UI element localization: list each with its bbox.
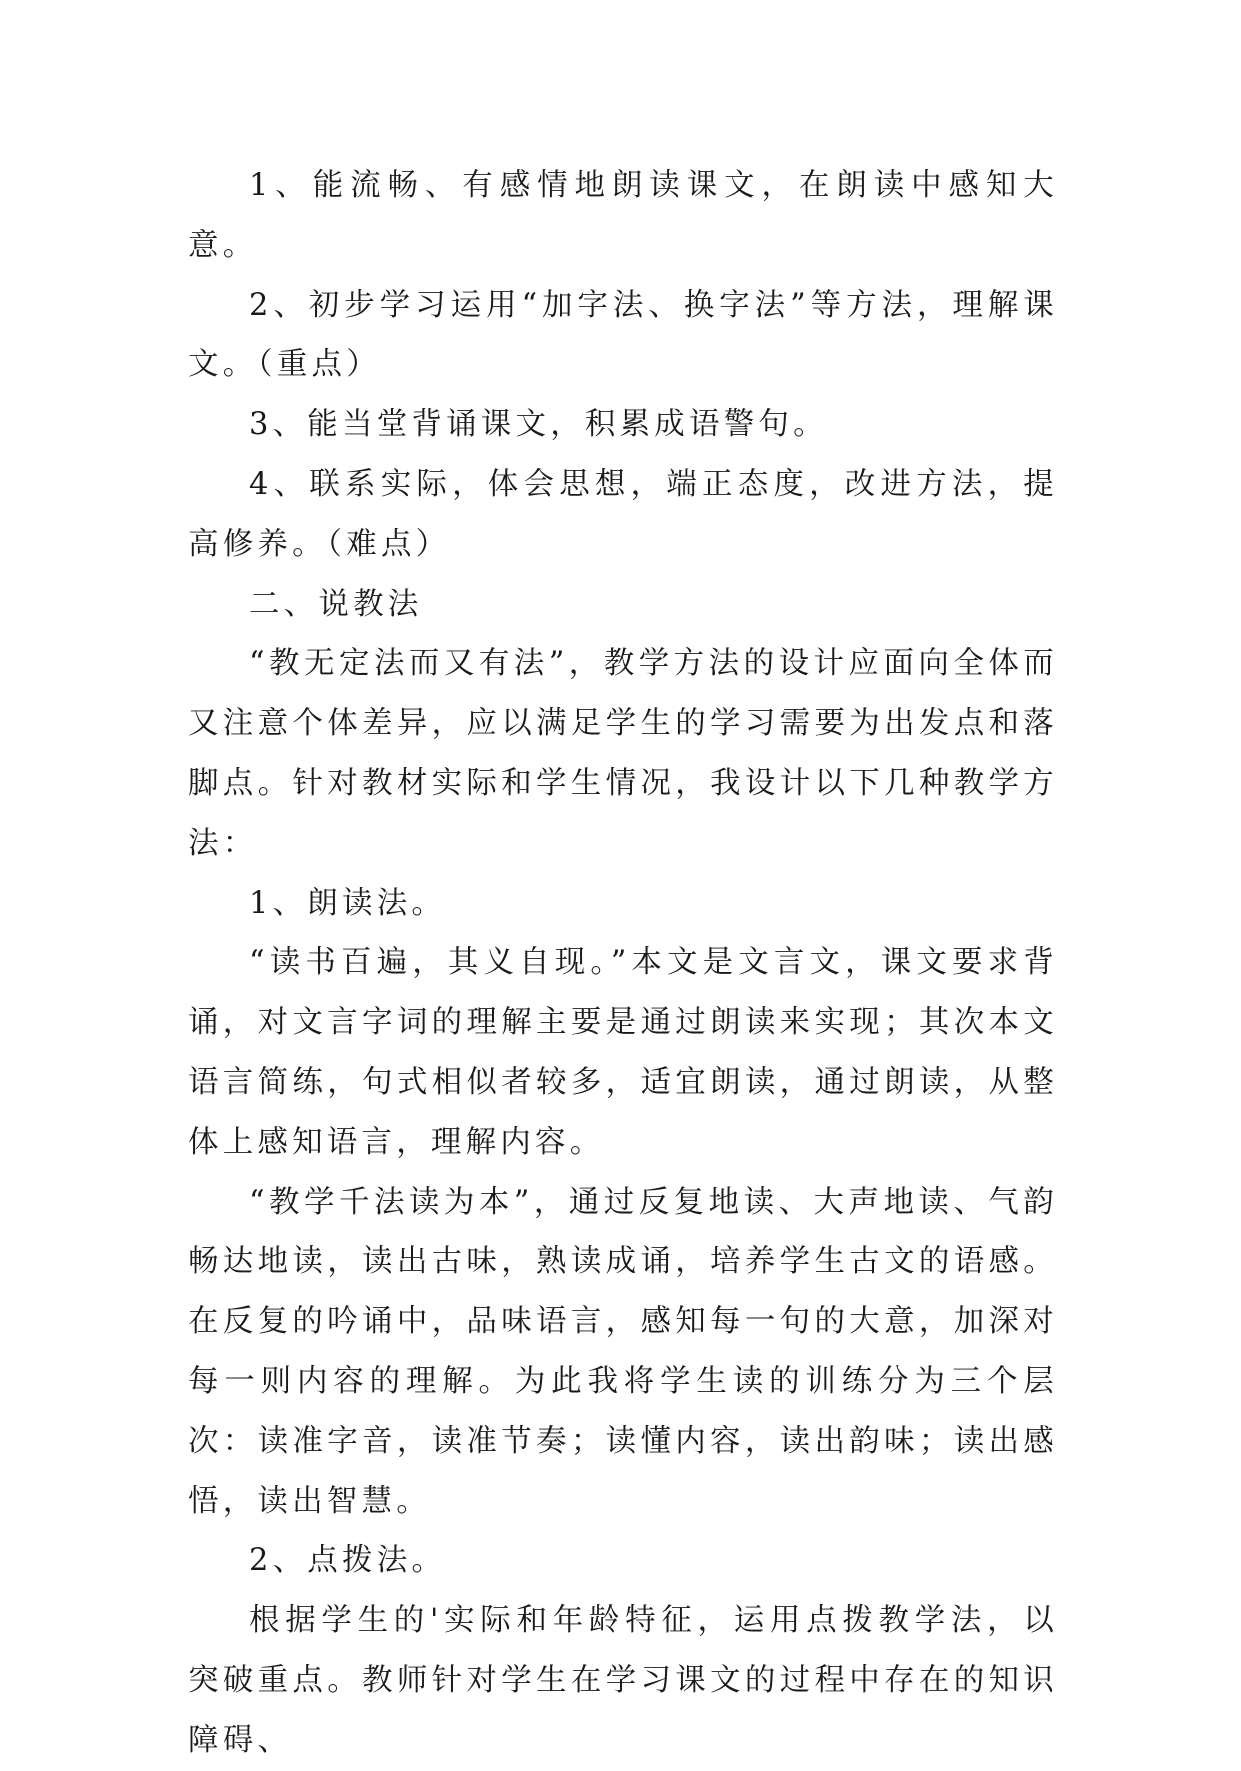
objective-2-paragraph: 2、初步学习运用“加字法、换字法”等方法，理解课文。（重点） <box>188 287 1058 383</box>
section-heading-teaching-method: 二、说教法 <box>249 586 423 622</box>
method-2-heading: 2、点拨法。 <box>249 1543 447 1579</box>
reading-method-paragraph-1: “读书百遍，其义自现。”本文是文言文，课文要求背诵，对文言字词的理解主要是通过朗读来实现；其次本文语言简练，句式相似者较多，适宜朗读，通过朗读，从整体上感知语言，理解内容。 <box>188 945 1058 1160</box>
method-1-heading: 1、朗读法。 <box>249 885 447 921</box>
reading-method-paragraph-2: “教学千法读为本”，通过反复地读、大声地读、气韵畅达地读，读出古味，熟读成诵，培养学生古文的语感。在反复的吟诵中，品味语言，感知每一句的大意，加深对每一则内容的理解。为此我将学生读的训练分为三个层次：读准字音，读准节奏；读懂内容，读出韵味；读出感悟，读出智慧。 <box>188 1184 1058 1519</box>
objective-4-paragraph: 4、联系实际，体会思想，端正态度，改进方法，提高修养。（难点） <box>188 466 1058 562</box>
teaching-method-intro-paragraph: “教无定法而又有法”，教学方法的设计应面向全体而又注意个体差异，应以满足学生的学习需要为出发点和落脚点。针对教材实际和学生情况，我设计以下几种教学方法： <box>188 646 1058 861</box>
document-body <box>188 156 1058 1771</box>
guidance-method-paragraph: 根据学生的'实际和年龄特征，运用点拨教学法，以突破重点。教师针对学生在学习课文的过程中存在的知识障碍、 <box>188 1603 1058 1758</box>
objective-3-paragraph: 3、能当堂背诵课文，积累成语警句。 <box>249 407 828 443</box>
objective-1-paragraph: 1、能流畅、有感情地朗读课文，在朗读中感知大意。 <box>188 168 1058 263</box>
